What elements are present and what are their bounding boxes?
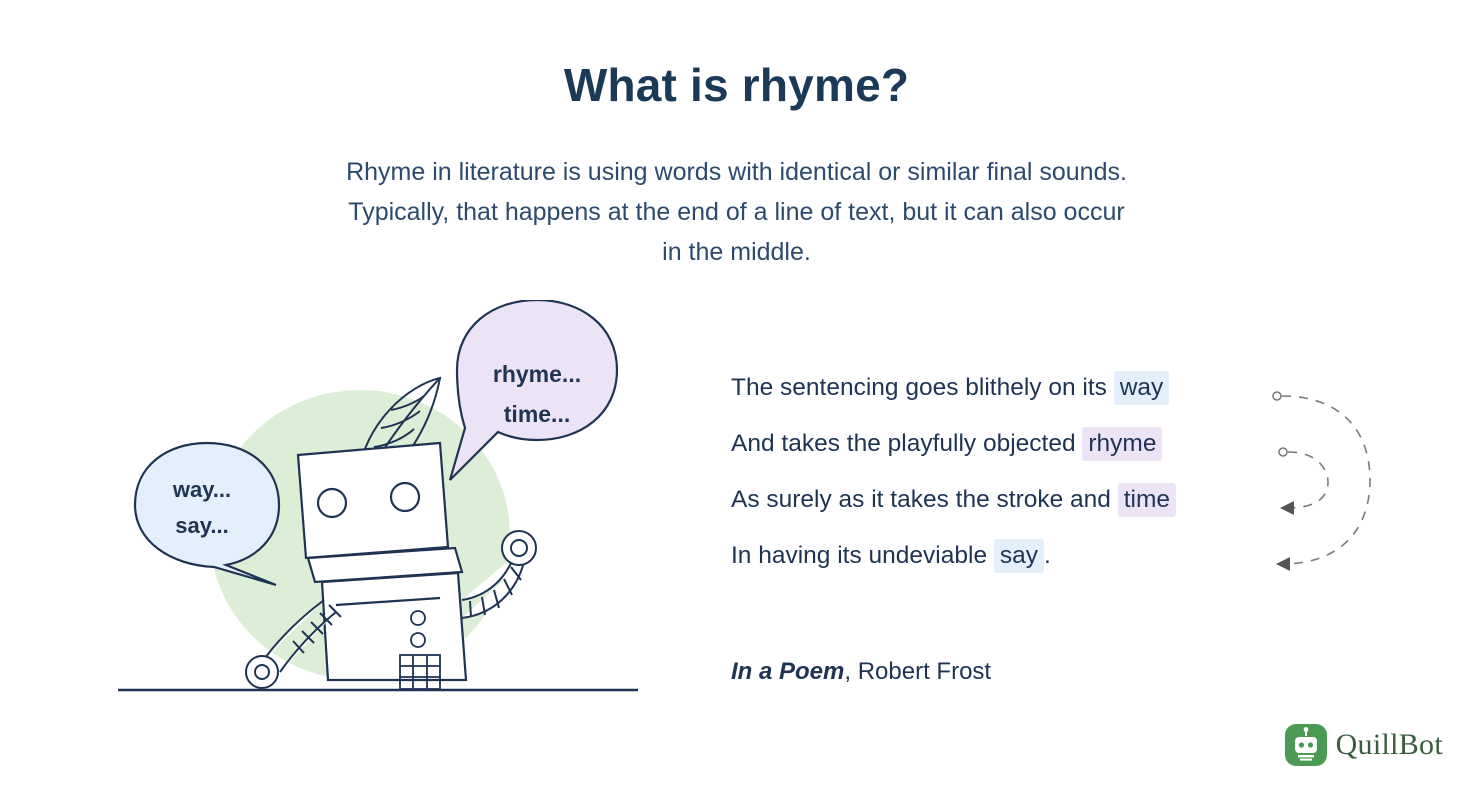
connector-way-say (1282, 396, 1370, 564)
speech-bubble-right-line2: time... (503, 401, 571, 427)
poem-line-tail: . (1044, 542, 1051, 569)
speech-bubble-left-line2: say... (175, 513, 229, 538)
rhyme-word-time: time (1118, 483, 1176, 517)
rhyme-word-say: say (994, 539, 1044, 573)
quillbot-robot-icon (1285, 724, 1327, 766)
quillbot-logo[interactable] (1285, 724, 1443, 766)
page-subtitle: Rhyme in literature is using words with identical or similar final sounds. Typically, that happens at the end of a line of text, but it can also occur in the middle. (346, 158, 1127, 266)
poem-attribution (731, 658, 991, 686)
connector-rhyme-time (1288, 452, 1328, 508)
speech-bubble-left-line1: way... (172, 477, 232, 502)
robot-body-shape (308, 548, 466, 680)
poem-line-text: The sentencing goes blithely on its (731, 374, 1114, 401)
robot-illustration (110, 300, 670, 700)
poem-line-text: In having its undeviable (731, 542, 994, 569)
poem-line (731, 372, 1291, 403)
poem-title: In a Poem (731, 658, 845, 685)
rhyme-word-rhyme: rhyme (1082, 427, 1162, 461)
rhyme-word-way: way (1114, 371, 1170, 405)
poem-line-text: As surely as it takes the stroke and (731, 486, 1118, 513)
quillbot-wordmark: QuillBot (1335, 728, 1443, 761)
speech-bubble-right (450, 300, 617, 480)
poem-line (731, 540, 1291, 571)
poem-line (731, 484, 1291, 515)
page-title: What is rhyme? (563, 59, 910, 111)
speech-bubble-right-line1: rhyme... (492, 361, 582, 387)
poem-line-text: And takes the playfully objected (731, 430, 1083, 457)
poem-line (731, 428, 1291, 459)
robot-eye-right (391, 483, 419, 511)
poem-block (731, 372, 1291, 596)
robot-eye-left (318, 489, 346, 517)
poem-author: , Robert Frost (844, 658, 992, 685)
